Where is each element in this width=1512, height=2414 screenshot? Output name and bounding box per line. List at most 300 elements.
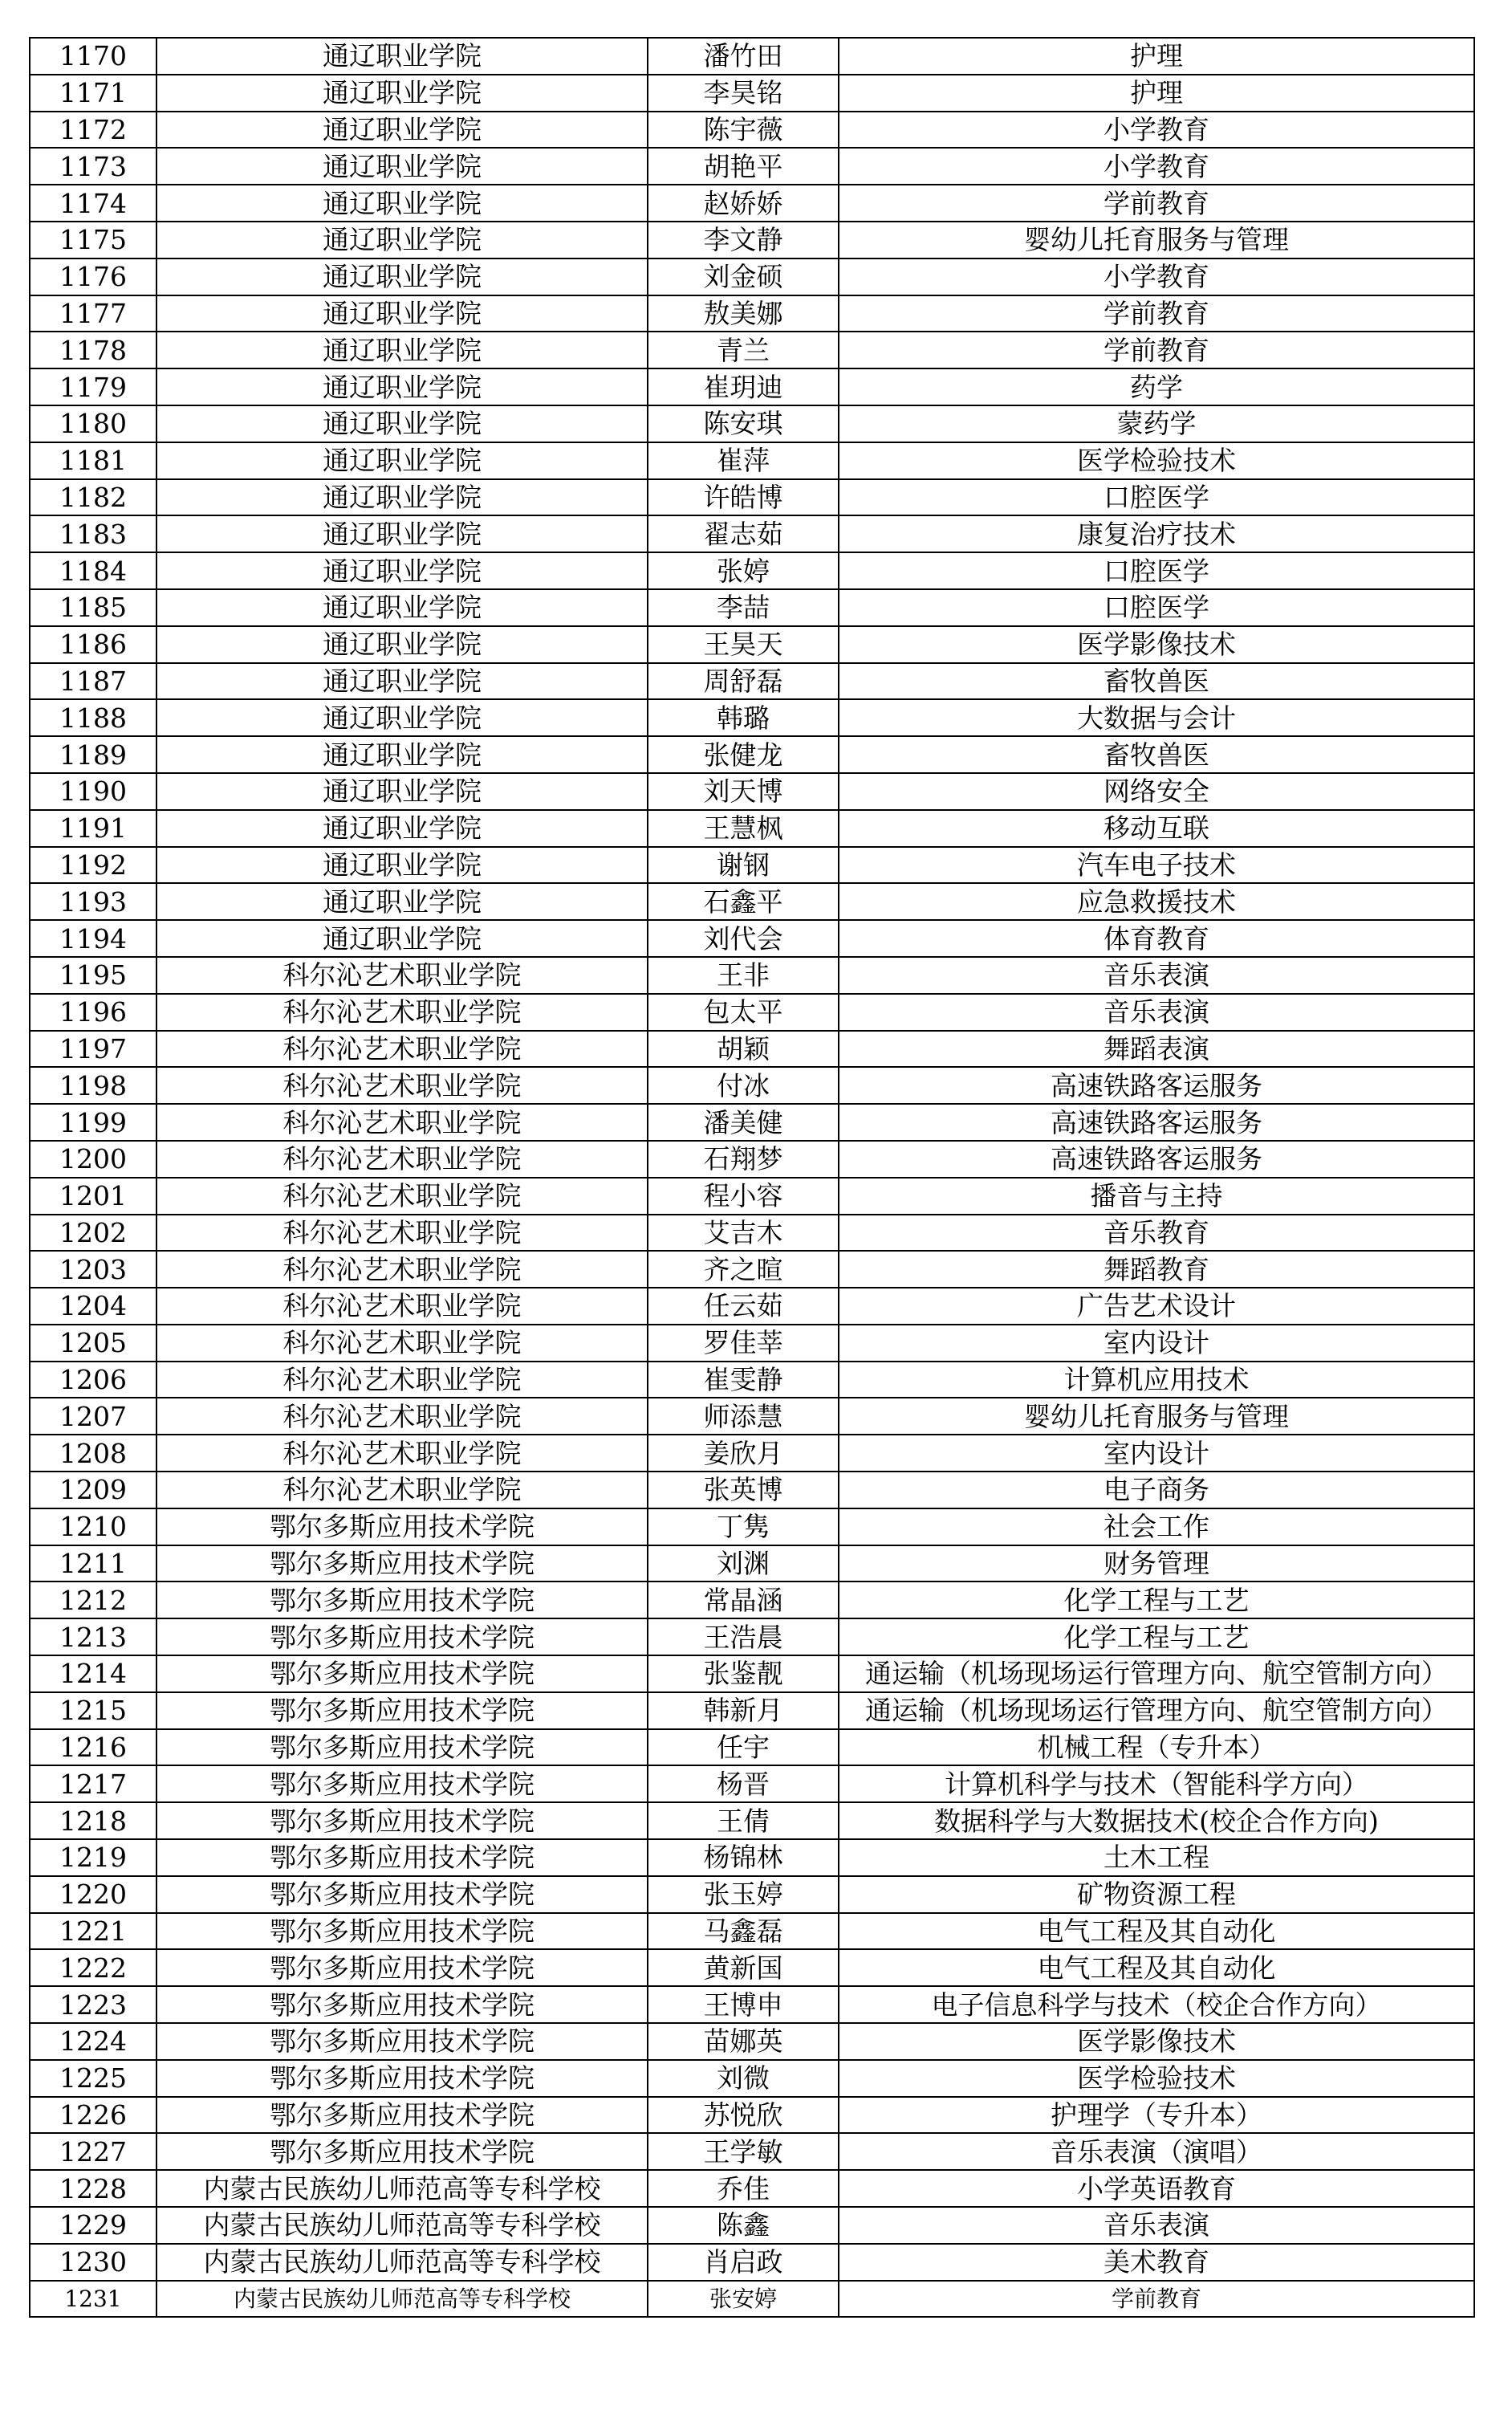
school-cell: 鄂尔多斯应用技术学院 bbox=[156, 1765, 648, 1802]
major-cell: 医学影像技术 bbox=[839, 2023, 1474, 2060]
row-number-cell: 1211 bbox=[30, 1545, 156, 1582]
row-number-cell: 1206 bbox=[30, 1362, 156, 1398]
table-row bbox=[30, 847, 1474, 884]
school-cell: 科尔沁艺术职业学院 bbox=[156, 1325, 648, 1362]
school-cell: 鄂尔多斯应用技术学院 bbox=[156, 2060, 648, 2097]
major-cell: 口腔医学 bbox=[839, 589, 1474, 626]
student-name-cell: 谢钢 bbox=[648, 847, 839, 884]
major-cell: 舞蹈表演 bbox=[839, 1031, 1474, 1068]
school-cell: 通辽职业学院 bbox=[156, 773, 648, 810]
row-number-cell: 1183 bbox=[30, 515, 156, 552]
row-number-cell: 1224 bbox=[30, 2023, 156, 2060]
major-cell: 高速铁路客运服务 bbox=[839, 1067, 1474, 1104]
student-name-cell: 胡颖 bbox=[648, 1031, 839, 1068]
school-cell: 通辽职业学院 bbox=[156, 295, 648, 332]
school-cell: 鄂尔多斯应用技术学院 bbox=[156, 2097, 648, 2134]
table-row bbox=[30, 1582, 1474, 1618]
student-name-cell: 罗佳莘 bbox=[648, 1325, 839, 1362]
school-cell: 通辽职业学院 bbox=[156, 810, 648, 847]
student-name-cell: 王倩 bbox=[648, 1802, 839, 1839]
school-cell: 鄂尔多斯应用技术学院 bbox=[156, 1839, 648, 1876]
table-row bbox=[30, 626, 1474, 663]
table-row bbox=[30, 295, 1474, 332]
row-number-cell: 1230 bbox=[30, 2244, 156, 2281]
table-row bbox=[30, 222, 1474, 258]
row-number-cell: 1192 bbox=[30, 847, 156, 884]
school-cell: 通辽职业学院 bbox=[156, 847, 648, 884]
student-name-cell: 陈宇薇 bbox=[648, 112, 839, 149]
table-row bbox=[30, 2060, 1474, 2097]
table-row bbox=[30, 920, 1474, 957]
school-cell: 通辽职业学院 bbox=[156, 699, 648, 736]
major-cell: 畜牧兽医 bbox=[839, 663, 1474, 700]
student-name-cell: 王慧枫 bbox=[648, 810, 839, 847]
student-name-cell: 石鑫平 bbox=[648, 883, 839, 920]
table-row bbox=[30, 1876, 1474, 1913]
row-number-cell: 1229 bbox=[30, 2207, 156, 2244]
table-row bbox=[30, 2281, 1474, 2318]
student-name-cell: 韩新月 bbox=[648, 1692, 839, 1729]
major-cell: 室内设计 bbox=[839, 1435, 1474, 1472]
major-cell: 电子商务 bbox=[839, 1472, 1474, 1508]
student-name-cell: 黄新国 bbox=[648, 1949, 839, 1986]
major-cell: 舞蹈教育 bbox=[839, 1251, 1474, 1288]
row-number-cell: 1200 bbox=[30, 1141, 156, 1178]
row-number-cell: 1207 bbox=[30, 1398, 156, 1435]
student-name-cell: 刘代会 bbox=[648, 920, 839, 957]
major-cell: 小学教育 bbox=[839, 258, 1474, 295]
major-cell: 土木工程 bbox=[839, 1839, 1474, 1876]
major-cell: 室内设计 bbox=[839, 1325, 1474, 1362]
major-cell: 化学工程与工艺 bbox=[839, 1582, 1474, 1618]
major-cell: 数据科学与大数据技术(校企合作方向) bbox=[839, 1802, 1474, 1839]
major-cell: 口腔医学 bbox=[839, 552, 1474, 589]
row-number-cell: 1175 bbox=[30, 222, 156, 258]
school-cell: 通辽职业学院 bbox=[156, 332, 648, 368]
student-name-cell: 肖启政 bbox=[648, 2244, 839, 2281]
school-cell: 科尔沁艺术职业学院 bbox=[156, 1215, 648, 1252]
school-cell: 通辽职业学院 bbox=[156, 112, 648, 149]
school-cell: 通辽职业学院 bbox=[156, 736, 648, 773]
school-cell: 通辽职业学院 bbox=[156, 405, 648, 442]
row-number-cell: 1203 bbox=[30, 1251, 156, 1288]
school-cell: 通辽职业学院 bbox=[156, 148, 648, 185]
major-cell: 小学教育 bbox=[839, 148, 1474, 185]
student-name-cell: 刘微 bbox=[648, 2060, 839, 2097]
table-row bbox=[30, 1215, 1474, 1252]
school-cell: 通辽职业学院 bbox=[156, 75, 648, 112]
school-cell: 科尔沁艺术职业学院 bbox=[156, 1472, 648, 1508]
student-name-cell: 丁隽 bbox=[648, 1508, 839, 1545]
school-cell: 内蒙古民族幼儿师范高等专科学校 bbox=[156, 2170, 648, 2207]
major-cell: 电气工程及其自动化 bbox=[839, 1913, 1474, 1950]
school-cell: 内蒙古民族幼儿师范高等专科学校 bbox=[156, 2244, 648, 2281]
table-row bbox=[30, 479, 1474, 516]
row-number-cell: 1220 bbox=[30, 1876, 156, 1913]
table-row bbox=[30, 552, 1474, 589]
school-cell: 通辽职业学院 bbox=[156, 552, 648, 589]
row-number-cell: 1215 bbox=[30, 1692, 156, 1729]
table-row bbox=[30, 699, 1474, 736]
table-row bbox=[30, 1362, 1474, 1398]
school-cell: 鄂尔多斯应用技术学院 bbox=[156, 1876, 648, 1913]
school-cell: 科尔沁艺术职业学院 bbox=[156, 1067, 648, 1104]
student-name-cell: 刘天博 bbox=[648, 773, 839, 810]
row-number-cell: 1190 bbox=[30, 773, 156, 810]
table-row bbox=[30, 1178, 1474, 1215]
major-cell: 广告艺术设计 bbox=[839, 1288, 1474, 1325]
school-cell: 鄂尔多斯应用技术学院 bbox=[156, 1729, 648, 1766]
school-cell: 鄂尔多斯应用技术学院 bbox=[156, 1949, 648, 1986]
major-cell: 汽车电子技术 bbox=[839, 847, 1474, 884]
school-cell: 通辽职业学院 bbox=[156, 222, 648, 258]
row-number-cell: 1195 bbox=[30, 957, 156, 994]
major-cell: 学前教育 bbox=[839, 295, 1474, 332]
school-cell: 通辽职业学院 bbox=[156, 920, 648, 957]
row-number-cell: 1177 bbox=[30, 295, 156, 332]
school-cell: 科尔沁艺术职业学院 bbox=[156, 1178, 648, 1215]
row-number-cell: 1198 bbox=[30, 1067, 156, 1104]
major-cell: 学前教育 bbox=[839, 332, 1474, 368]
table-row bbox=[30, 1104, 1474, 1141]
student-name-cell: 青兰 bbox=[648, 332, 839, 368]
school-cell: 科尔沁艺术职业学院 bbox=[156, 1435, 648, 1472]
major-cell: 财务管理 bbox=[839, 1545, 1474, 1582]
roster-table bbox=[29, 37, 1475, 2318]
table-row bbox=[30, 1141, 1474, 1178]
student-name-cell: 苏悦欣 bbox=[648, 2097, 839, 2134]
table-row bbox=[30, 1913, 1474, 1950]
row-number-cell: 1173 bbox=[30, 148, 156, 185]
table-row bbox=[30, 1398, 1474, 1435]
school-cell: 通辽职业学院 bbox=[156, 368, 648, 405]
table-row bbox=[30, 1949, 1474, 1986]
school-cell: 鄂尔多斯应用技术学院 bbox=[156, 1802, 648, 1839]
student-name-cell: 崔萍 bbox=[648, 442, 839, 479]
major-cell: 学前教育 bbox=[839, 2281, 1474, 2318]
student-name-cell: 任云茹 bbox=[648, 1288, 839, 1325]
row-number-cell: 1218 bbox=[30, 1802, 156, 1839]
school-cell: 通辽职业学院 bbox=[156, 38, 648, 75]
row-number-cell: 1189 bbox=[30, 736, 156, 773]
table-row bbox=[30, 442, 1474, 479]
school-cell: 内蒙古民族幼儿师范高等专科学校 bbox=[156, 2207, 648, 2244]
student-name-cell: 李文静 bbox=[648, 222, 839, 258]
school-cell: 鄂尔多斯应用技术学院 bbox=[156, 2023, 648, 2060]
student-name-cell: 王博申 bbox=[648, 1986, 839, 2023]
student-name-cell: 张安婷 bbox=[648, 2281, 839, 2318]
major-cell: 矿物资源工程 bbox=[839, 1876, 1474, 1913]
student-name-cell: 李昊铭 bbox=[648, 75, 839, 112]
major-cell: 音乐教育 bbox=[839, 1215, 1474, 1252]
school-cell: 通辽职业学院 bbox=[156, 479, 648, 516]
student-name-cell: 苗娜英 bbox=[648, 2023, 839, 2060]
student-name-cell: 付冰 bbox=[648, 1067, 839, 1104]
major-cell: 计算机科学与技术（智能科学方向） bbox=[839, 1765, 1474, 1802]
table-row bbox=[30, 38, 1474, 75]
table-row bbox=[30, 2133, 1474, 2170]
student-name-cell: 张玉婷 bbox=[648, 1876, 839, 1913]
school-cell: 鄂尔多斯应用技术学院 bbox=[156, 1618, 648, 1655]
table-row bbox=[30, 1251, 1474, 1288]
school-cell: 鄂尔多斯应用技术学院 bbox=[156, 1913, 648, 1950]
table-row bbox=[30, 405, 1474, 442]
student-name-cell: 杨锦林 bbox=[648, 1839, 839, 1876]
major-cell: 医学影像技术 bbox=[839, 626, 1474, 663]
row-number-cell: 1194 bbox=[30, 920, 156, 957]
school-cell: 通辽职业学院 bbox=[156, 589, 648, 626]
major-cell: 音乐表演 bbox=[839, 2207, 1474, 2244]
row-number-cell: 1199 bbox=[30, 1104, 156, 1141]
major-cell: 通运输（机场现场运行管理方向、航空管制方向） bbox=[839, 1692, 1474, 1729]
table-row bbox=[30, 2170, 1474, 2207]
school-cell: 鄂尔多斯应用技术学院 bbox=[156, 1655, 648, 1692]
student-name-cell: 师添慧 bbox=[648, 1398, 839, 1435]
table-row bbox=[30, 1545, 1474, 1582]
table-row bbox=[30, 883, 1474, 920]
student-name-cell: 刘渊 bbox=[648, 1545, 839, 1582]
row-number-cell: 1178 bbox=[30, 332, 156, 368]
table-row bbox=[30, 1288, 1474, 1325]
table-row bbox=[30, 75, 1474, 112]
row-number-cell: 1204 bbox=[30, 1288, 156, 1325]
row-number-cell: 1208 bbox=[30, 1435, 156, 1472]
row-number-cell: 1213 bbox=[30, 1618, 156, 1655]
major-cell: 化学工程与工艺 bbox=[839, 1618, 1474, 1655]
row-number-cell: 1181 bbox=[30, 442, 156, 479]
table-row bbox=[30, 332, 1474, 368]
major-cell: 电子信息科学与技术（校企合作方向） bbox=[839, 1986, 1474, 2023]
major-cell: 音乐表演（演唱） bbox=[839, 2133, 1474, 2170]
student-name-cell: 包太平 bbox=[648, 994, 839, 1031]
major-cell: 播音与主持 bbox=[839, 1178, 1474, 1215]
student-name-cell: 潘竹田 bbox=[648, 38, 839, 75]
row-number-cell: 1205 bbox=[30, 1325, 156, 1362]
major-cell: 社会工作 bbox=[839, 1508, 1474, 1545]
row-number-cell: 1226 bbox=[30, 2097, 156, 2134]
table-row bbox=[30, 1839, 1474, 1876]
school-cell: 科尔沁艺术职业学院 bbox=[156, 1104, 648, 1141]
school-cell: 鄂尔多斯应用技术学院 bbox=[156, 1692, 648, 1729]
student-name-cell: 翟志茹 bbox=[648, 515, 839, 552]
table-row bbox=[30, 1986, 1474, 2023]
student-name-cell: 王学敏 bbox=[648, 2133, 839, 2170]
major-cell: 药学 bbox=[839, 368, 1474, 405]
row-number-cell: 1170 bbox=[30, 38, 156, 75]
row-number-cell: 1210 bbox=[30, 1508, 156, 1545]
school-cell: 通辽职业学院 bbox=[156, 883, 648, 920]
table-row bbox=[30, 2244, 1474, 2281]
table-row bbox=[30, 589, 1474, 626]
row-number-cell: 1225 bbox=[30, 2060, 156, 2097]
school-cell: 通辽职业学院 bbox=[156, 515, 648, 552]
student-name-cell: 周舒磊 bbox=[648, 663, 839, 700]
school-cell: 科尔沁艺术职业学院 bbox=[156, 1141, 648, 1178]
table-row bbox=[30, 1655, 1474, 1692]
row-number-cell: 1193 bbox=[30, 883, 156, 920]
student-name-cell: 敖美娜 bbox=[648, 295, 839, 332]
student-name-cell: 崔玥迪 bbox=[648, 368, 839, 405]
student-name-cell: 杨晋 bbox=[648, 1765, 839, 1802]
student-name-cell: 潘美健 bbox=[648, 1104, 839, 1141]
row-number-cell: 1217 bbox=[30, 1765, 156, 1802]
table-row bbox=[30, 773, 1474, 810]
table-row bbox=[30, 368, 1474, 405]
table-row bbox=[30, 1325, 1474, 1362]
major-cell: 学前教育 bbox=[839, 185, 1474, 222]
row-number-cell: 1191 bbox=[30, 810, 156, 847]
major-cell: 医学检验技术 bbox=[839, 442, 1474, 479]
table-row bbox=[30, 258, 1474, 295]
table-row bbox=[30, 1508, 1474, 1545]
student-name-cell: 任宇 bbox=[648, 1729, 839, 1766]
student-name-cell: 艾吉木 bbox=[648, 1215, 839, 1252]
major-cell: 蒙药学 bbox=[839, 405, 1474, 442]
school-cell: 鄂尔多斯应用技术学院 bbox=[156, 1986, 648, 2023]
student-name-cell: 陈安琪 bbox=[648, 405, 839, 442]
school-cell: 科尔沁艺术职业学院 bbox=[156, 957, 648, 994]
major-cell: 大数据与会计 bbox=[839, 699, 1474, 736]
school-cell: 鄂尔多斯应用技术学院 bbox=[156, 1508, 648, 1545]
student-name-cell: 许皓博 bbox=[648, 479, 839, 516]
major-cell: 应急救援技术 bbox=[839, 883, 1474, 920]
school-cell: 科尔沁艺术职业学院 bbox=[156, 994, 648, 1031]
school-cell: 鄂尔多斯应用技术学院 bbox=[156, 1545, 648, 1582]
school-cell: 通辽职业学院 bbox=[156, 626, 648, 663]
row-number-cell: 1231 bbox=[30, 2281, 156, 2318]
student-name-cell: 崔雯静 bbox=[648, 1362, 839, 1398]
row-number-cell: 1196 bbox=[30, 994, 156, 1031]
school-cell: 鄂尔多斯应用技术学院 bbox=[156, 2133, 648, 2170]
row-number-cell: 1227 bbox=[30, 2133, 156, 2170]
roster-table-body bbox=[30, 38, 1474, 2317]
student-name-cell: 马鑫磊 bbox=[648, 1913, 839, 1950]
row-number-cell: 1184 bbox=[30, 552, 156, 589]
row-number-cell: 1214 bbox=[30, 1655, 156, 1692]
table-row bbox=[30, 1472, 1474, 1508]
school-cell: 鄂尔多斯应用技术学院 bbox=[156, 1582, 648, 1618]
row-number-cell: 1228 bbox=[30, 2170, 156, 2207]
major-cell: 小学教育 bbox=[839, 112, 1474, 149]
table-row bbox=[30, 663, 1474, 700]
row-number-cell: 1223 bbox=[30, 1986, 156, 2023]
student-name-cell: 齐之暄 bbox=[648, 1251, 839, 1288]
row-number-cell: 1174 bbox=[30, 185, 156, 222]
major-cell: 体育教育 bbox=[839, 920, 1474, 957]
major-cell: 护理 bbox=[839, 38, 1474, 75]
major-cell: 计算机应用技术 bbox=[839, 1362, 1474, 1398]
major-cell: 网络安全 bbox=[839, 773, 1474, 810]
table-row bbox=[30, 1692, 1474, 1729]
major-cell: 音乐表演 bbox=[839, 994, 1474, 1031]
major-cell: 护理学（专升本） bbox=[839, 2097, 1474, 2134]
row-number-cell: 1219 bbox=[30, 1839, 156, 1876]
table-row bbox=[30, 1618, 1474, 1655]
table-row bbox=[30, 2097, 1474, 2134]
student-name-cell: 王浩晨 bbox=[648, 1618, 839, 1655]
row-number-cell: 1202 bbox=[30, 1215, 156, 1252]
school-cell: 科尔沁艺术职业学院 bbox=[156, 1362, 648, 1398]
student-name-cell: 胡艳平 bbox=[648, 148, 839, 185]
row-number-cell: 1216 bbox=[30, 1729, 156, 1766]
student-name-cell: 程小容 bbox=[648, 1178, 839, 1215]
row-number-cell: 1201 bbox=[30, 1178, 156, 1215]
row-number-cell: 1187 bbox=[30, 663, 156, 700]
major-cell: 医学检验技术 bbox=[839, 2060, 1474, 2097]
table-row bbox=[30, 736, 1474, 773]
major-cell: 高速铁路客运服务 bbox=[839, 1104, 1474, 1141]
table-row bbox=[30, 994, 1474, 1031]
row-number-cell: 1188 bbox=[30, 699, 156, 736]
major-cell: 机械工程（专升本） bbox=[839, 1729, 1474, 1766]
table-row bbox=[30, 148, 1474, 185]
major-cell: 畜牧兽医 bbox=[839, 736, 1474, 773]
table-row bbox=[30, 1802, 1474, 1839]
row-number-cell: 1197 bbox=[30, 1031, 156, 1068]
major-cell: 美术教育 bbox=[839, 2244, 1474, 2281]
major-cell: 高速铁路客运服务 bbox=[839, 1141, 1474, 1178]
row-number-cell: 1209 bbox=[30, 1472, 156, 1508]
student-name-cell: 韩璐 bbox=[648, 699, 839, 736]
table-row bbox=[30, 1765, 1474, 1802]
school-cell: 通辽职业学院 bbox=[156, 663, 648, 700]
row-number-cell: 1222 bbox=[30, 1949, 156, 1986]
table-row bbox=[30, 957, 1474, 994]
school-cell: 科尔沁艺术职业学院 bbox=[156, 1031, 648, 1068]
row-number-cell: 1185 bbox=[30, 589, 156, 626]
student-name-cell: 张婷 bbox=[648, 552, 839, 589]
student-name-cell: 张健龙 bbox=[648, 736, 839, 773]
major-cell: 护理 bbox=[839, 75, 1474, 112]
row-number-cell: 1176 bbox=[30, 258, 156, 295]
table-row bbox=[30, 185, 1474, 222]
table-row bbox=[30, 1031, 1474, 1068]
major-cell: 通运输（机场现场运行管理方向、航空管制方向） bbox=[839, 1655, 1474, 1692]
major-cell: 口腔医学 bbox=[839, 479, 1474, 516]
student-name-cell: 刘金硕 bbox=[648, 258, 839, 295]
table-row bbox=[30, 515, 1474, 552]
row-number-cell: 1180 bbox=[30, 405, 156, 442]
row-number-cell: 1171 bbox=[30, 75, 156, 112]
school-cell: 通辽职业学院 bbox=[156, 442, 648, 479]
student-name-cell: 陈鑫 bbox=[648, 2207, 839, 2244]
school-cell: 科尔沁艺术职业学院 bbox=[156, 1251, 648, 1288]
major-cell: 小学英语教育 bbox=[839, 2170, 1474, 2207]
row-number-cell: 1182 bbox=[30, 479, 156, 516]
student-name-cell: 乔佳 bbox=[648, 2170, 839, 2207]
table-row bbox=[30, 1435, 1474, 1472]
school-cell: 科尔沁艺术职业学院 bbox=[156, 1288, 648, 1325]
school-cell: 内蒙古民族幼儿师范高等专科学校 bbox=[156, 2281, 648, 2318]
student-name-cell: 李喆 bbox=[648, 589, 839, 626]
major-cell: 移动互联 bbox=[839, 810, 1474, 847]
student-name-cell: 赵娇娇 bbox=[648, 185, 839, 222]
school-cell: 通辽职业学院 bbox=[156, 185, 648, 222]
major-cell: 音乐表演 bbox=[839, 957, 1474, 994]
row-number-cell: 1172 bbox=[30, 112, 156, 149]
school-cell: 科尔沁艺术职业学院 bbox=[156, 1398, 648, 1435]
school-cell: 通辽职业学院 bbox=[156, 258, 648, 295]
row-number-cell: 1221 bbox=[30, 1913, 156, 1950]
row-number-cell: 1186 bbox=[30, 626, 156, 663]
table-row bbox=[30, 810, 1474, 847]
table-row bbox=[30, 1729, 1474, 1766]
student-name-cell: 姜欣月 bbox=[648, 1435, 839, 1472]
major-cell: 婴幼儿托育服务与管理 bbox=[839, 1398, 1474, 1435]
table-row bbox=[30, 2023, 1474, 2060]
table-row bbox=[30, 112, 1474, 149]
student-name-cell: 张英博 bbox=[648, 1472, 839, 1508]
